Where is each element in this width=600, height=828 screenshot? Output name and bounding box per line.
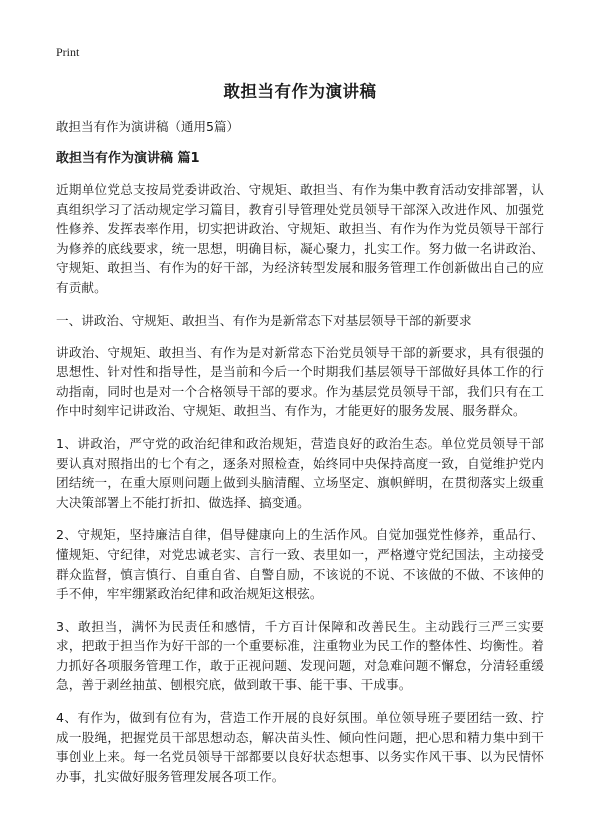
paragraph-point-action: 4、有作为，做到有位有为，营造工作开展的良好氛围。单位领导班子要团结一致、拧成一股绳，把握党员干部思想动态，解决苗头性、倾向性问题，把心思和精力集中到干事创业上来。每一名党员领导干部都要以良好状态想事、以务实作风干事、以为民情怀办事，扎实做好服务管理发展各项工作。 xyxy=(56,710,544,784)
document-title: 敢担当有作为演讲稿 xyxy=(223,82,377,101)
paragraph-point-politics: 1、讲政治，严守党的政治纪律和政治规矩，营造良好的政治生态。单位党员领导干部要认真对照指出的七个有之，逐条对照检查，始终同中央保持高度一致，自觉维护党内团结统一，在重大原则问题上做到头脑清醒、立场坚定、旗帜鲜明，在贯彻落实上级重大决策部署上不能打折扣、做选择、搞变通。 xyxy=(56,435,544,510)
document-subtitle: 敢担当有作为演讲稿（通用5篇） xyxy=(56,119,239,134)
paragraph-requirements: 讲政治、守规矩、敢担当、有作为是对新常态下治党员领导干部的新要求，具有很强的思想性、针对性和指导性，是当前和今后一个时期我们基层领导干部做好具体工作的行动指南，同时也是对一个合格领导干部的要求。作为基层党员领导干部，我们只有在工作中时刻牢记讲政治、守规矩、敢担当、有作为，才能更好的服务发展、服务群众。 xyxy=(56,344,544,419)
section-heading: 敢担当有作为演讲稿 篇1 xyxy=(56,151,200,166)
paragraph-heading-one: 一、讲政治、守规矩、敢担当、有作为是新常态下对基层领导干部的新要求 xyxy=(56,312,472,328)
print-label: Print xyxy=(56,45,80,59)
paragraph-point-rules: 2、守规矩，坚持廉洁自律，倡导健康向上的生活作风。自觉加强党性修养，重品行、懂规矩、守纪律，对党忠诚老实、言行一致、表里如一，严格遵守党纪国法，主动接受群众监督，慎言慎行、自重自省、自警自励，不该说的不说、不该做的不做、不该伸的手不伸，牢牢绷紧政治纪律和政治规矩这根弦。 xyxy=(56,527,544,602)
paragraph-point-responsibility: 3、敢担当，满怀为民责任和感情，千方百计保障和改善民生。主动践行三严三实要求，把敢于担当作为好干部的一个重要标准，注重物业为民工作的整体性、均衡性。着力抓好各项服务管理工作，敢于正视问题、发现问题，对急难问题不懈怠，分清轻重缓急，善于剥丝抽茧、刨根究底，做到敢干事、能干事、干成事。 xyxy=(56,618,544,693)
paragraph-intro: 近期单位党总支按局党委讲政治、守规矩、敢担当、有作为集中教育活动安排部署，认真组织学习了活动规定学习篇目，教育引导管理处党员领导干部深入改进作风、加强党性修养、发挥表率作用，切实把讲政治、守规矩、敢担当、有作为作为党员领导干部行为修养的底线要求，统一思想，明确目标，凝心聚力，扎实工作。努力做一名讲政治、守规矩、敢担当、有作为的好干部，为经济转型发展和服务管理工作创新做出自己的应有贡献。 xyxy=(56,182,544,295)
